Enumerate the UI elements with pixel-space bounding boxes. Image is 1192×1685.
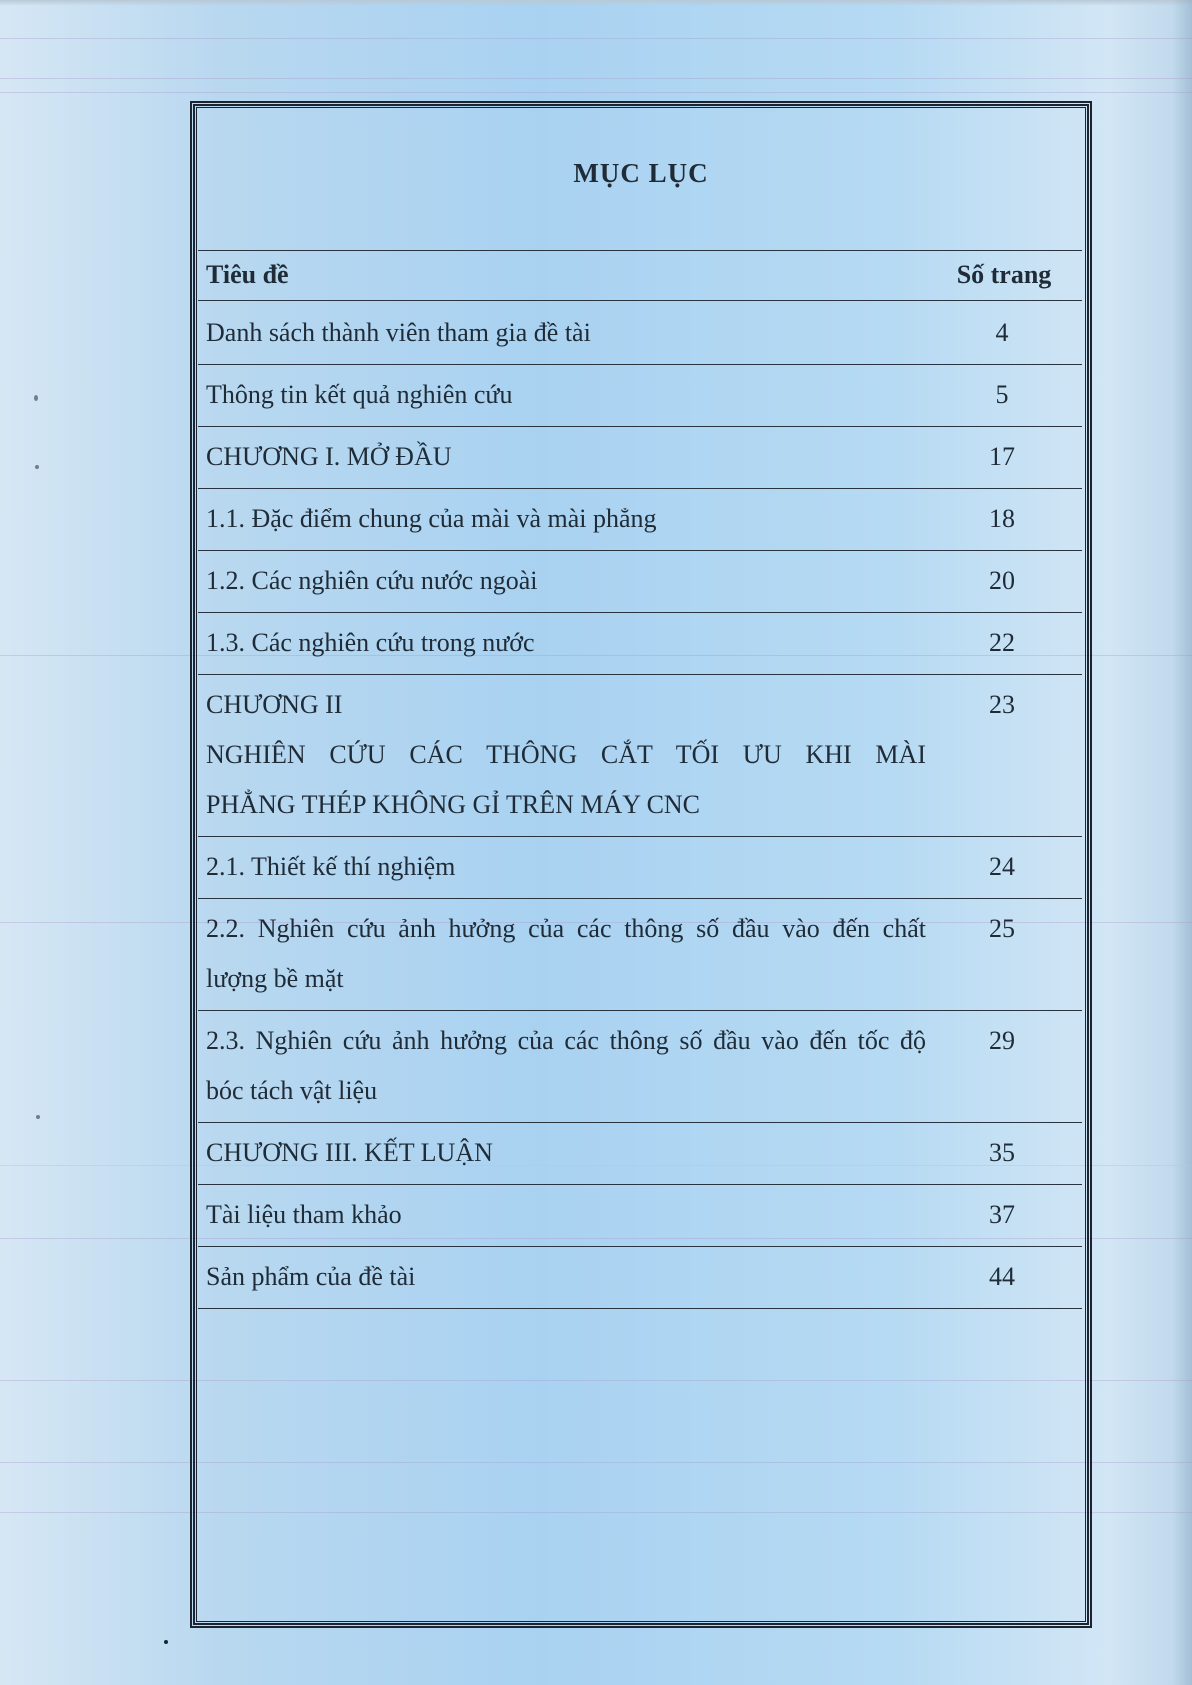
toc-entry-title: 1.3. Các nghiên cứu trong nước	[206, 628, 535, 657]
toc-row	[198, 1186, 1082, 1246]
toc-row	[198, 490, 1082, 550]
scan-edge	[0, 0, 1192, 6]
toc-entry-page: 37	[989, 1200, 1015, 1229]
toc-entry-page: 22	[989, 628, 1015, 657]
toc-row	[198, 1124, 1082, 1184]
toc-entry-page: 23	[989, 690, 1015, 719]
toc-entry-title: 2.2. Nghiên cứu ảnh hưởng của các thông số đầu vào đến chất	[206, 914, 926, 943]
scan-speck	[34, 395, 38, 401]
toc-row	[198, 366, 1082, 426]
toc-entry-title: 1.2. Các nghiên cứu nước ngoài	[206, 566, 538, 595]
toc-row	[198, 552, 1082, 612]
table-rule	[198, 1308, 1082, 1309]
table-rule	[198, 550, 1082, 551]
table-rule	[198, 1184, 1082, 1185]
table-rule	[198, 898, 1082, 899]
table-rule	[198, 488, 1082, 489]
scan-speck	[36, 1115, 40, 1119]
toc-row	[198, 1012, 1082, 1122]
table-rule	[198, 836, 1082, 837]
toc-entry-page: 18	[989, 504, 1015, 533]
toc-entry-title: Thông tin kết quả nghiên cứu	[206, 380, 513, 409]
toc-entry-page: 44	[989, 1262, 1015, 1291]
toc-entry-title: 2.3. Nghiên cứu ảnh hưởng của các thông số đầu vào đến tốc độ	[206, 1026, 926, 1055]
header-title: Tiêu đề	[206, 260, 289, 289]
toc-entry-title: bóc tách vật liệu	[206, 1076, 378, 1105]
toc-entry-title: NGHIÊN CỨU CÁC THÔNG CẮT TỐI ƯU KHI MÀI	[206, 740, 926, 769]
toc-entry-title: PHẲNG THÉP KHÔNG GỈ TRÊN MÁY CNC	[206, 790, 701, 819]
toc-entry-page: 17	[989, 442, 1015, 471]
toc-entry-page: 24	[989, 852, 1015, 881]
toc-entry-title: 1.1. Đặc điểm chung của mài và mài phẳng	[206, 504, 657, 533]
document-title: MỤC LỤC	[573, 158, 709, 188]
toc-row	[198, 900, 1082, 1010]
ruled-line	[0, 78, 1192, 79]
toc-entry-title: CHƯƠNG I. MỞ ĐẦU	[206, 442, 452, 471]
toc-row	[198, 614, 1082, 674]
table-rule	[198, 1010, 1082, 1011]
toc-entry-title: Sản phẩm của đề tài	[206, 1262, 416, 1291]
toc-entry-page: 25	[989, 914, 1015, 943]
toc-entry-title: CHƯƠNG III. KẾT LUẬN	[206, 1138, 493, 1167]
toc-row	[198, 676, 1082, 836]
toc-entry-page: 4	[995, 318, 1009, 347]
table-rule	[198, 300, 1082, 301]
toc-entry-page: 20	[989, 566, 1015, 595]
table-rule	[198, 1246, 1082, 1247]
toc-row	[198, 838, 1082, 898]
scan-shadow	[1172, 0, 1192, 1685]
scan-speck	[35, 465, 39, 469]
table-rule	[198, 426, 1082, 427]
toc-entry-title: Danh sách thành viên tham gia đề tài	[206, 318, 591, 347]
scan-speck	[164, 1640, 168, 1644]
table-rule	[198, 612, 1082, 613]
toc-entry-page: 29	[989, 1026, 1015, 1055]
toc-entry-title: Tài liệu tham khảo	[206, 1200, 402, 1229]
toc-entry-title: 2.1. Thiết kế thí nghiệm	[206, 852, 456, 881]
toc-entry-page: 35	[989, 1138, 1015, 1167]
table-rule	[198, 364, 1082, 365]
ruled-line	[0, 92, 1192, 93]
toc-row	[198, 428, 1082, 488]
toc-row	[198, 304, 1082, 364]
toc-row	[198, 1248, 1082, 1308]
ruled-line	[0, 38, 1192, 39]
header-page: Số trang	[956, 260, 1052, 289]
table-header	[198, 250, 1082, 300]
toc-entry-page: 5	[995, 380, 1009, 409]
table-rule	[198, 674, 1082, 675]
toc-entry-title: CHƯƠNG II	[206, 690, 343, 719]
table-rule	[198, 1122, 1082, 1123]
toc-entry-title: lượng bề mặt	[206, 964, 344, 993]
